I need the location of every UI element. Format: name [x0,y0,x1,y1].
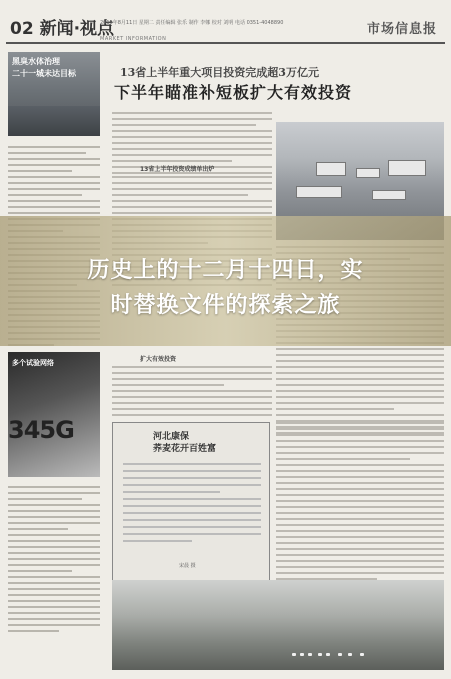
main-headline: 下半年瞄准补短板扩大有效投资 [114,83,353,102]
article-subhead-1: 13省上半年投资成绩单出炉 [140,166,215,173]
article-text-5 [276,422,444,580]
article-text-4 [112,366,272,420]
left-photo-5g [8,352,100,477]
page-number: 02 [10,19,34,39]
left-photo-river [8,52,100,136]
caption-line-2: 二十一城未达目标 [12,69,76,78]
page-section-title [10,14,114,39]
feature-box-title [153,431,216,455]
buckwheat-field-photo [112,580,444,670]
feature-box-text [123,463,261,547]
feature-title-line-1: 河北康保 [153,432,190,442]
article-subhead-2: 扩大有效投资 [140,356,177,363]
left-photo2-big-text: 345G [8,416,74,444]
pre-headline: 13省上半年重大项目投资完成超3万亿元 [120,66,319,79]
left-photo-caption [12,56,76,80]
left-photo2-caption: 多个试验网络 [12,359,54,367]
page-header [6,12,445,44]
water-area [8,106,100,136]
left-text-block-2 [8,486,100,636]
date-line: 2015年8月11日 星期二 责任编辑 张乐 制作 李娜 校对 刘明 电话 0351-4048890 [100,20,284,26]
masthead-logo: 市场信息报 [366,22,437,37]
caption-line-1: 黑臭水体治理 [12,57,60,66]
section-name: 新闻·视点 [39,19,115,39]
overlay-title-line-1: 历史上的十二月十四日，实 [87,258,364,283]
feature-title-line-2: 荞麦花开百姓富 [153,444,217,454]
overlay-title-line-2: 时替换文件的探索之旅 [110,293,341,318]
left-column [8,52,100,667]
section-english: MARKET INFORMATION [100,36,167,42]
photo-credit: 宋晨 摄 [179,563,196,569]
